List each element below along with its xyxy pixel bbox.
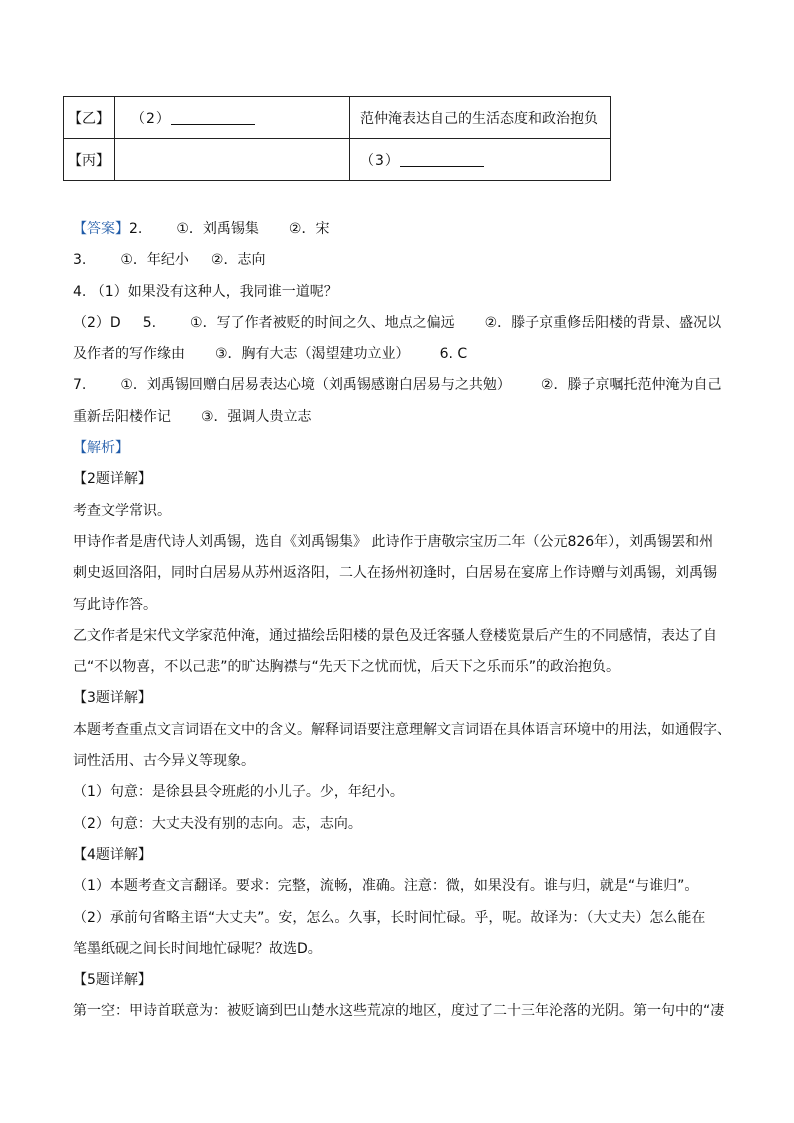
paragraph-line: （1）本题考查文言翻译。要求：完整，流畅，准确。注意：微，如果没有。谁与归，就是“与谁归”。: [73, 878, 699, 895]
row-label: 【乙】: [64, 97, 115, 139]
section-heading: 【4题详解】: [73, 846, 152, 863]
table-row: [64, 97, 611, 139]
answer-line: （2）D 5. ①．写了作者被贬的时间之久、地点之偏远 ②．滕子京重修岳阳楼的背景、盛况以: [73, 314, 722, 331]
paragraph-line: 考查文学常识。: [73, 502, 171, 519]
section-heading: 【2题详解】: [73, 471, 152, 488]
paragraph-line: 第一空：甲诗首联意为：被贬谪到巴山楚水这些荒凉的地区，度过了二十三年沦落的光阴。第一句中的“凄: [73, 1003, 725, 1020]
section-heading: 【5题详解】: [73, 972, 152, 989]
paragraph-line: 写此诗作答。: [73, 596, 157, 613]
blank-number: （2）: [131, 110, 171, 127]
row-label: 【丙】: [64, 139, 115, 181]
answer-line: 4. （1）如果没有这种人，我同谁一道呢？: [73, 283, 338, 300]
paragraph-line: （2）承前句省略主语“大丈夫”。安，怎么。久事，长时间忙碌。乎，呢。故译为：（大丈夫）怎么能在: [73, 909, 706, 926]
blank-number: （3）: [360, 152, 400, 169]
answer-line: 3. ①．年纪小 ②．志向: [73, 252, 266, 269]
answer-line: 【答案】2. ①．刘禹锡集 ②．宋: [73, 221, 330, 237]
answer-table: [63, 96, 611, 181]
paragraph-line: 本题考查重点文言词语在文中的含义。解释词语要注意理解文言词语在具体语言环境中的用法，如通假字、: [73, 721, 731, 738]
answer-tag: 【答案】: [73, 221, 129, 237]
paragraph-line: 笔墨纸砚之间长时间地忙碌呢？故选D。: [73, 940, 322, 957]
description-cell: 范仲淹表达自己的生活态度和政治抱负: [350, 97, 611, 139]
table-row: [64, 139, 611, 181]
answer-line: 及作者的写作缘由 ③．胸有大志（渴望建功立业） 6. C: [73, 346, 468, 363]
analysis-tag: 【解析】: [73, 440, 129, 457]
paragraph-line: 刺史返回洛阳，同时白居易从苏州返洛阳，二人在扬州初逢时，白居易在宴席上作诗赠与刘禹锡，刘禹锡: [73, 565, 717, 582]
paragraph-line: （1）句意：是徐县县令班彪的小儿子。少，年纪小。: [73, 784, 404, 801]
paragraph-line: 乙文作者是宋代文学家范仲淹，通过描绘岳阳楼的景色及迁客骚人登楼览景后产生的不同感情，表达了自: [73, 627, 717, 644]
empty-cell: [115, 139, 350, 181]
blank-line: [171, 110, 255, 125]
paragraph-line: 甲诗作者是唐代诗人刘禹锡，选自《刘禹锡集》 此诗作于唐敬宗宝历二年（公元826年），刘禹锡罢和州: [73, 533, 714, 550]
answer-section: [73, 214, 731, 1028]
blank-line: [400, 152, 484, 167]
paragraph-line: 己“不以物喜，不以己悲”的旷达胸襟与“先天下之忧而忧，后天下之乐而乐”的政治抱负。: [73, 659, 621, 676]
answer-line: 重新岳阳楼作记 ③．强调人贵立志: [73, 408, 312, 425]
paragraph-line: （2）句意：大丈夫没有别的志向。志，志向。: [73, 815, 362, 832]
section-heading: 【3题详解】: [73, 690, 152, 707]
paragraph-line: 词性活用、古今异义等现象。: [73, 753, 255, 770]
answer-line: 7. ①．刘禹锡回赠白居易表达心境（刘禹锡感谢白居易与之共勉） ②．滕子京嘱托范仲淹为自己: [73, 377, 722, 394]
blank-cell: [350, 139, 611, 181]
blank-cell: [115, 97, 350, 139]
